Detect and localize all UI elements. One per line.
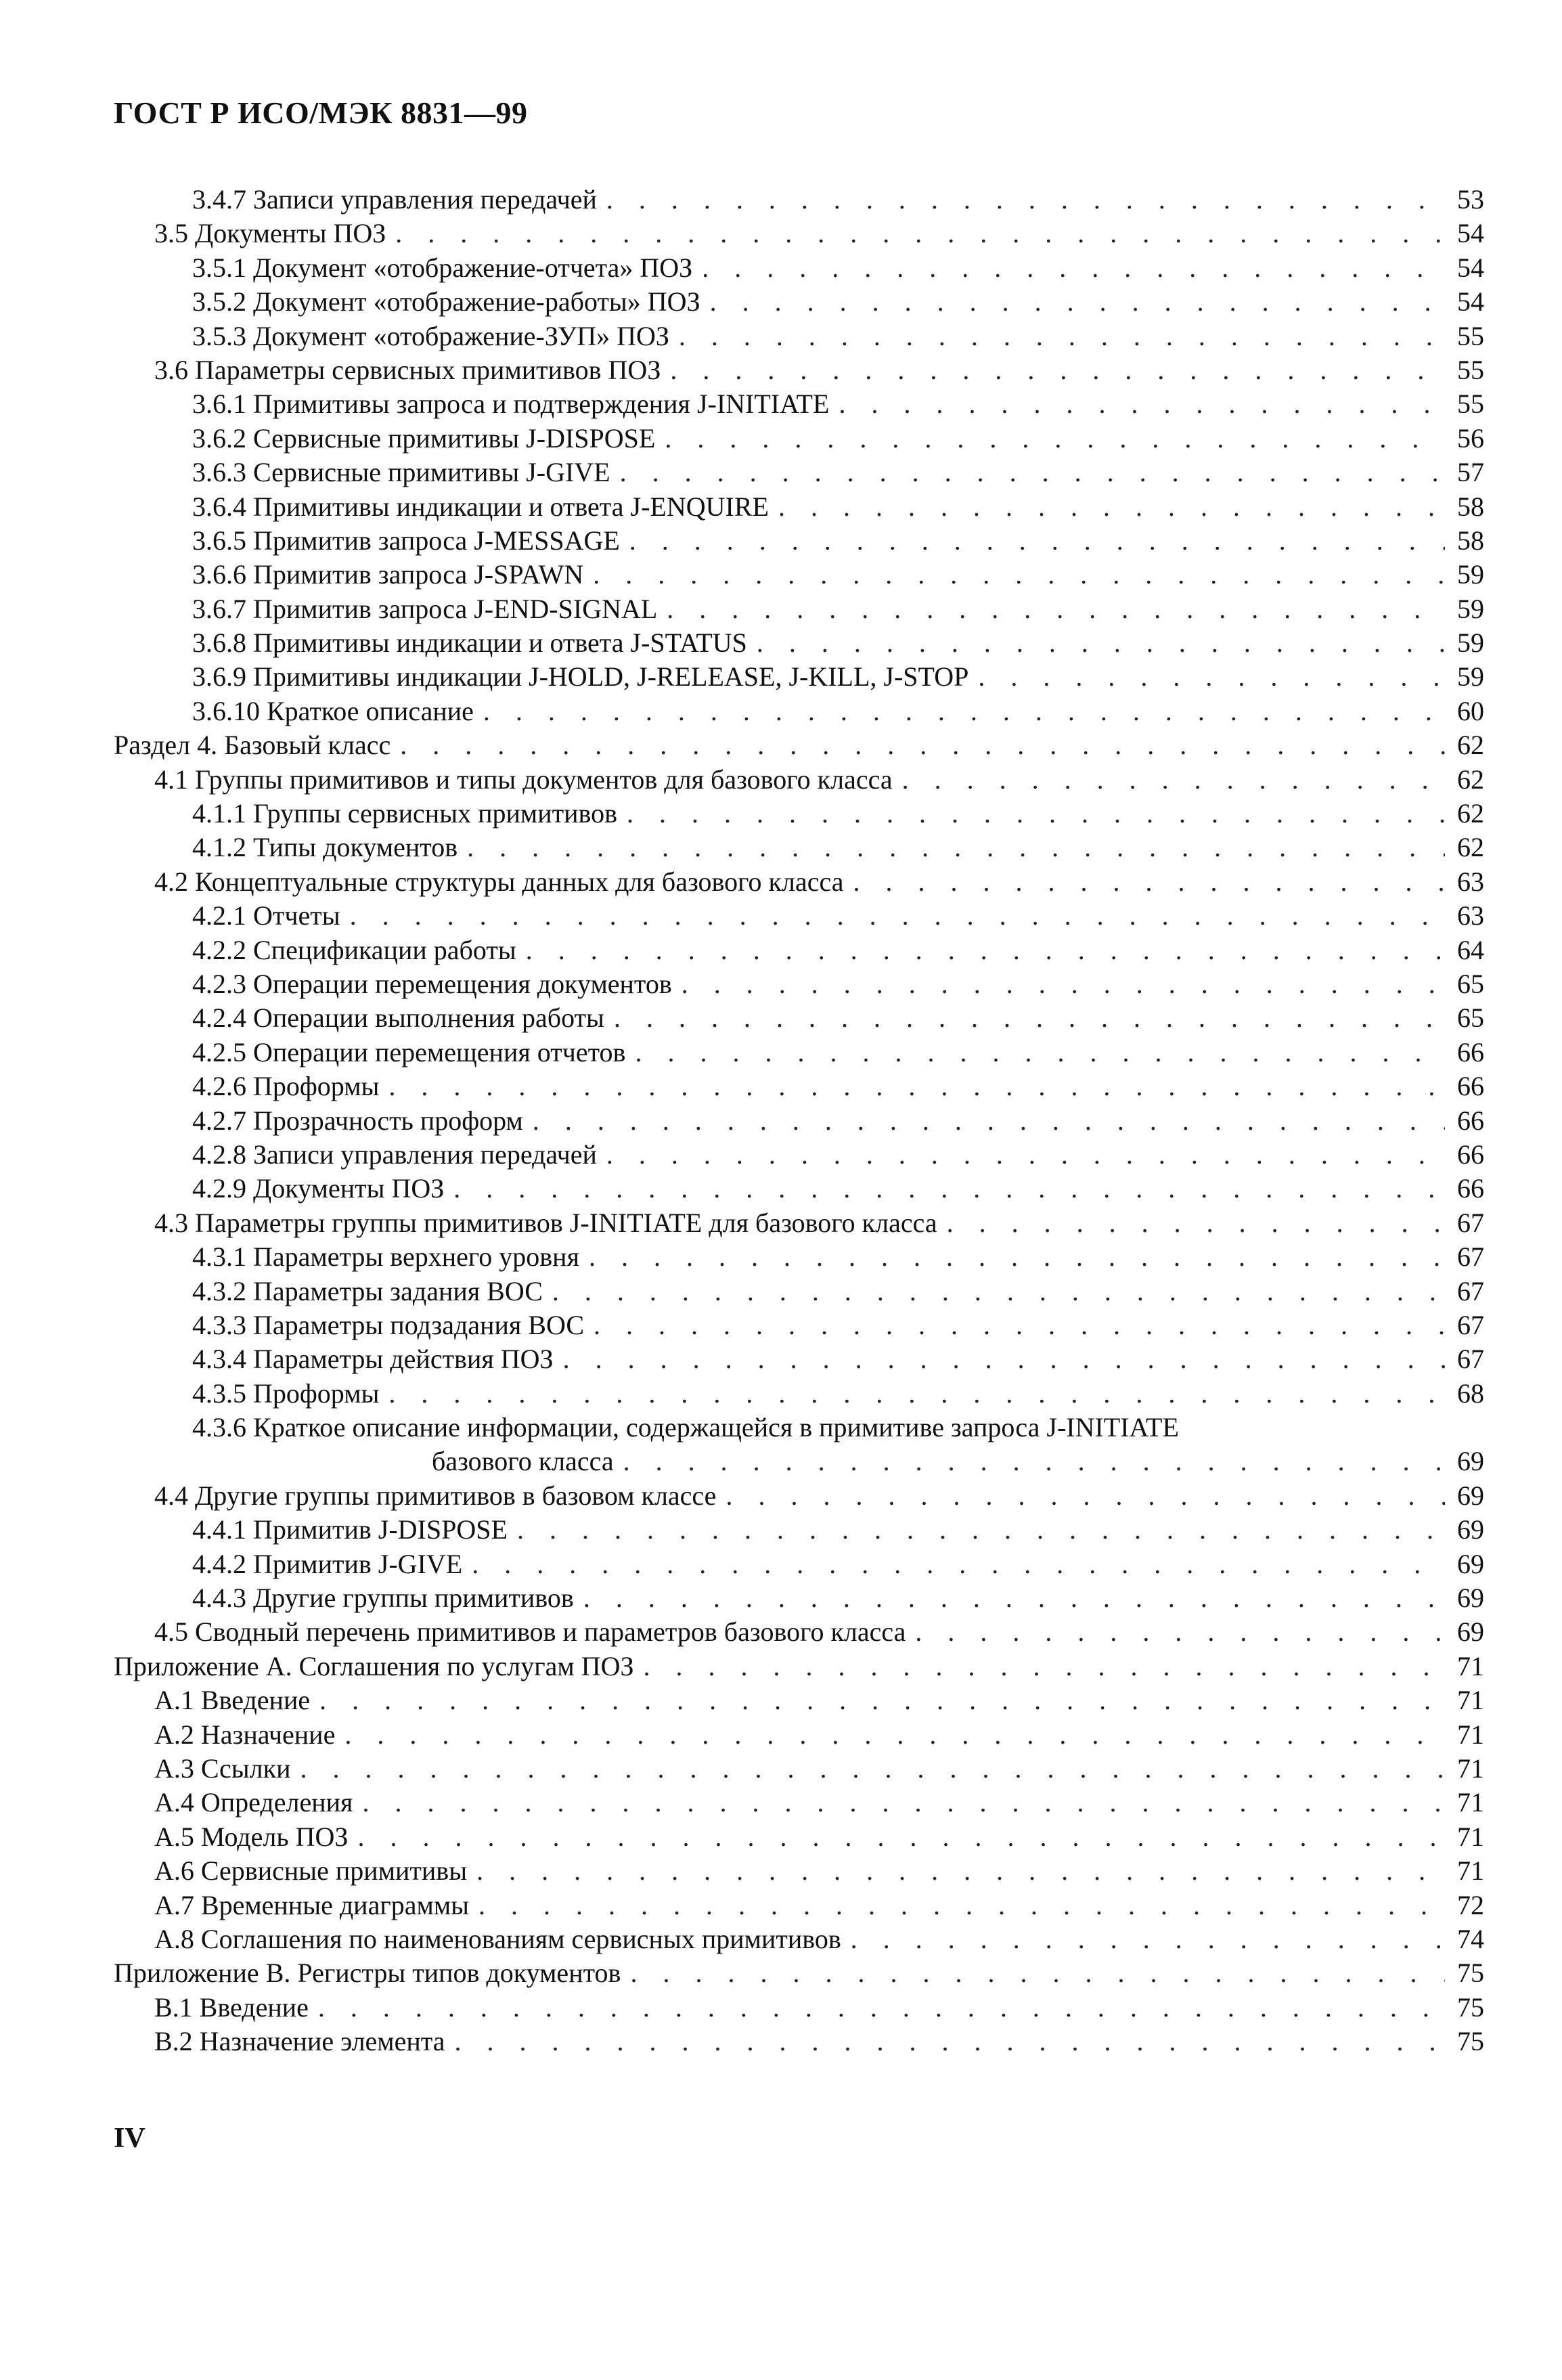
dot-leader (388, 1070, 1445, 1103)
toc-entry-page: 63 (1457, 866, 1484, 897)
toc-entry (114, 728, 1484, 762)
dot-leader (300, 1752, 1445, 1786)
dot-leader (644, 1650, 1445, 1683)
toc-entry-page: 68 (1457, 1378, 1484, 1409)
toc-entry-title: 4.1.1 Группы сервисных примитивов (192, 798, 618, 829)
toc-entry-page: 59 (1457, 593, 1484, 624)
toc-entry-page: 58 (1457, 491, 1484, 522)
toc-entry-title: базового класса (432, 1446, 614, 1477)
dot-leader (627, 797, 1445, 831)
toc-entry (114, 1547, 1484, 1581)
toc-entry-title: 3.6.2 Сервисные примитивы J-DISPOSE (192, 422, 656, 454)
toc-entry-title: А.4 Определения (154, 1787, 353, 1818)
toc-entry-title: 4.3.3 Параметры подзадания ВОС (192, 1309, 585, 1340)
dot-leader (623, 1445, 1445, 1478)
toc-entry-title: 4.2.1 Отчеты (192, 900, 340, 931)
dot-leader (915, 1615, 1445, 1649)
toc-entry (114, 1001, 1484, 1035)
toc-entry-title: Приложение В. Регистры типов документов (114, 1958, 621, 1989)
toc-entry (114, 217, 1484, 250)
toc-entry-page: 57 (1457, 457, 1484, 488)
toc-entry-title: 3.6.3 Сервисные примитивы J-GIVE (192, 457, 610, 488)
toc-entry-title: 4.2.5 Операции перемещения отчетов (192, 1036, 626, 1067)
toc-entry-title: 4.3 Параметры группы примитивов J-INITIATE для базового класса (154, 1207, 937, 1238)
toc-entry (114, 1479, 1484, 1513)
toc-entry-title: 3.5.1 Документ «отображение-отчета» ПОЗ (192, 252, 693, 283)
toc-entry-title: А.8 Соглашения по наименованиям сервисных примитивов (154, 1923, 841, 1954)
toc-entry-page: 72 (1457, 1889, 1484, 1920)
toc-entry-page: 54 (1457, 252, 1484, 283)
dot-leader (318, 1991, 1445, 2025)
toc-entry-title: 4.3.1 Параметры верхнего уровня (192, 1241, 579, 1273)
toc-entry-page: 66 (1457, 1036, 1484, 1067)
toc-entry (114, 763, 1484, 797)
toc-entry (114, 1172, 1484, 1206)
toc-entry (114, 1138, 1484, 1172)
toc-entry-page: 65 (1457, 1002, 1484, 1034)
toc-entry-title: В.1 Введение (154, 1991, 309, 2023)
toc-entry-page: 53 (1457, 184, 1484, 215)
toc-entry (114, 1889, 1484, 1922)
dot-leader (563, 1342, 1445, 1376)
dot-leader (533, 1104, 1445, 1138)
toc-entry-page: 75 (1457, 1958, 1484, 1989)
toc-entry-page: 66 (1457, 1105, 1484, 1136)
toc-entry (114, 524, 1484, 558)
toc-entry-title: 4.3.5 Проформы (192, 1378, 380, 1409)
toc-entry (114, 1786, 1484, 1820)
toc-entry-title: 4.2.4 Операции выполнения работы (192, 1002, 604, 1034)
toc-entry (114, 1820, 1484, 1854)
document-header: ГОСТ Р ИСО/МЭК 8831—99 (114, 95, 528, 130)
dot-leader (552, 1275, 1445, 1308)
toc-entry-page: 67 (1457, 1309, 1484, 1340)
toc-entry-title: А.5 Модель ПОЗ (154, 1821, 349, 1852)
toc-entry (114, 456, 1484, 489)
toc-entry (114, 319, 1484, 353)
toc-entry (114, 387, 1484, 421)
dot-leader (483, 695, 1445, 728)
dot-leader (902, 763, 1445, 797)
toc-entry (114, 797, 1484, 831)
toc-entry (114, 1104, 1484, 1138)
toc-entry-title: А.7 Временные диаграммы (154, 1889, 469, 1920)
dot-leader (593, 558, 1445, 592)
dot-leader (839, 387, 1445, 421)
toc-entry-title: 4.4 Другие группы примитивов в базовом классе (154, 1480, 717, 1511)
toc-entry-title: 3.6.4 Примитивы индикации и ответа J-ENQUIRE (192, 491, 769, 522)
dot-leader (620, 456, 1445, 489)
toc-entry-title: 4.3.2 Параметры задания ВОС (192, 1275, 543, 1306)
toc-entry-page: 71 (1457, 1821, 1484, 1852)
dot-leader (362, 1786, 1445, 1820)
toc-entry-page: 67 (1457, 1275, 1484, 1306)
toc-entry-page: 67 (1457, 1241, 1484, 1273)
dot-leader (526, 933, 1445, 967)
dot-leader (606, 183, 1445, 217)
dot-leader (589, 1240, 1445, 1274)
dot-leader (478, 1889, 1445, 1922)
toc-entry-title: 4.2.9 Документы ПОЗ (192, 1173, 445, 1204)
toc-entry-title: 4.2.8 Записи управления передачей (192, 1139, 597, 1170)
toc-entry-title: 3.5 Документы ПОЗ (154, 218, 386, 249)
toc-entry-page: 54 (1457, 218, 1484, 249)
toc-entry-page: 74 (1457, 1923, 1484, 1954)
toc-entry-page: 66 (1457, 1071, 1484, 1102)
toc-entry (114, 1513, 1484, 1547)
dot-leader (679, 319, 1445, 353)
toc-entry (114, 1581, 1484, 1615)
toc-entry-page: 58 (1457, 525, 1484, 556)
toc-entry-title: 3.6.9 Примитивы индикации J-HOLD, J-RELEASE, J-KILL, J-STOP (192, 661, 969, 692)
toc-entry-page: 62 (1457, 764, 1484, 795)
page-number-footer: IV (114, 2123, 146, 2154)
toc-entry (114, 1718, 1484, 1752)
toc-entry (114, 353, 1484, 387)
dot-leader (400, 728, 1445, 762)
toc-entry (114, 1308, 1484, 1342)
toc-entry-title: 3.6.1 Примитивы запроса и подтверждения J-INITIATE (192, 389, 830, 420)
dot-leader (853, 865, 1445, 899)
toc-entry-page: 59 (1457, 559, 1484, 590)
toc-entry-title: Раздел 4. Базовый класс (114, 730, 391, 761)
toc-entry-title: 4.4.3 Другие группы примитивов (192, 1583, 574, 1614)
toc-entry (114, 558, 1484, 592)
dot-leader (350, 899, 1445, 933)
toc-entry-title: 4.2 Концептуальные структуры данных для базового класса (154, 866, 844, 897)
toc-entry (114, 1070, 1484, 1103)
toc-entry-title: А.6 Сервисные примитивы (154, 1855, 468, 1887)
toc-entry (114, 490, 1484, 524)
dot-leader (851, 1922, 1445, 1956)
toc-entry-title: 3.6 Параметры сервисных примитивов ПОЗ (154, 354, 661, 385)
toc-entry (114, 183, 1484, 217)
toc-entry-page: 69 (1457, 1548, 1484, 1579)
toc-entry-title: 3.6.7 Примитив запроса J-END-SIGNAL (192, 593, 658, 624)
toc-entry-page: 69 (1457, 1480, 1484, 1511)
toc-entry-title: 4.4.2 Примитив J-GIVE (192, 1548, 463, 1579)
dot-leader (594, 1308, 1445, 1342)
dot-leader (778, 490, 1445, 524)
toc-entry-title: 3.6.6 Примитив запроса J-SPAWN (192, 559, 584, 590)
toc-entry (114, 899, 1484, 933)
toc-entry (114, 1342, 1484, 1376)
toc-entry-page: 71 (1457, 1650, 1484, 1681)
toc-entry-page: 63 (1457, 900, 1484, 931)
toc-entry-page: 54 (1457, 286, 1484, 317)
toc-entry-title: А.1 Введение (154, 1685, 311, 1716)
dot-leader (454, 2025, 1445, 2058)
toc-entry (114, 1922, 1484, 1956)
dot-leader (453, 1172, 1445, 1206)
toc-entry-page: 65 (1457, 968, 1484, 999)
toc-entry (114, 422, 1484, 456)
dot-leader (614, 1001, 1445, 1035)
dot-leader (757, 626, 1445, 660)
toc-entry-title: 4.2.3 Операции перемещения документов (192, 968, 672, 999)
toc-entry (114, 1445, 1484, 1478)
dot-leader (710, 285, 1445, 319)
dot-leader (344, 1718, 1445, 1752)
toc-entry (114, 1650, 1484, 1683)
toc-entry-title: 4.5 Сводный перечень примитивов и параметров базового класса (154, 1616, 906, 1648)
toc-entry-page: 55 (1457, 354, 1484, 385)
toc-entry-page: 69 (1457, 1616, 1484, 1648)
toc-entry-page: 66 (1457, 1173, 1484, 1204)
toc-entry (114, 251, 1484, 285)
dot-leader (682, 967, 1445, 1001)
toc-entry-title: А.2 Назначение (154, 1719, 336, 1750)
toc-entry-title: 3.4.7 Записи управления передачей (192, 184, 597, 215)
dot-leader (606, 1138, 1445, 1172)
dot-leader (670, 353, 1445, 387)
toc-entry-title: 4.1 Группы примитивов и типы документов для базового класса (154, 764, 893, 795)
toc-entry-page: 62 (1457, 730, 1484, 761)
dot-leader (388, 1377, 1445, 1411)
toc-entry-title: Приложение А. Соглашения по услугам ПОЗ (114, 1650, 634, 1681)
dot-leader (395, 217, 1445, 250)
toc-entry-title: 4.4.1 Примитив J-DISPOSE (192, 1514, 508, 1545)
toc-entry-page: 67 (1457, 1344, 1484, 1375)
toc-entry-page: 55 (1457, 389, 1484, 420)
toc-entry-page: 69 (1457, 1446, 1484, 1477)
toc-entry-page: 71 (1457, 1753, 1484, 1784)
toc-entry-title: 4.2.2 Спецификации работы (192, 934, 516, 965)
toc-entry-page: 67 (1457, 1207, 1484, 1238)
toc-entry-title: А.3 Ссылки (154, 1753, 291, 1784)
toc-entry-page: 69 (1457, 1514, 1484, 1545)
dot-leader (726, 1479, 1445, 1513)
toc-entry-page: 55 (1457, 320, 1484, 351)
toc-entry (114, 1411, 1484, 1445)
toc-entry (114, 1377, 1484, 1411)
toc-entry-title: 3.6.8 Примитивы индикации и ответа J-STATUS (192, 627, 747, 659)
toc-entry (114, 1956, 1484, 1990)
toc-entry-page: 71 (1457, 1855, 1484, 1887)
toc-entry (114, 2025, 1484, 2058)
toc-entry (114, 1240, 1484, 1274)
toc-entry (114, 1991, 1484, 2025)
toc-entry-title: 4.3.6 Краткое описание информации, содержащейся в примитиве запроса J-INITIATE (192, 1412, 1179, 1443)
dot-leader (665, 422, 1445, 456)
toc-entry-title: 4.1.2 Типы документов (192, 832, 458, 863)
toc-entry-title: 4.3.4 Параметры действия ПОЗ (192, 1344, 554, 1375)
toc-entry (114, 1036, 1484, 1070)
dot-leader (319, 1683, 1445, 1717)
toc-entry-page: 62 (1457, 798, 1484, 829)
toc-entry-page: 64 (1457, 934, 1484, 965)
toc-entry (114, 592, 1484, 626)
toc-entry-page: 75 (1457, 2026, 1484, 2057)
dot-leader (630, 1956, 1445, 1990)
toc-entry (114, 865, 1484, 899)
toc-entry (114, 1275, 1484, 1308)
toc-entry (114, 1206, 1484, 1240)
dot-leader (947, 1206, 1445, 1240)
toc-entry-title: 4.2.6 Проформы (192, 1071, 380, 1102)
dot-leader (476, 1854, 1445, 1888)
dot-leader (583, 1581, 1445, 1615)
toc-entry-title: 3.5.2 Документ «отображение-работы» ПОЗ (192, 286, 700, 317)
toc-entry (114, 285, 1484, 319)
toc-entry-title: 3.6.10 Краткое описание (192, 695, 474, 726)
dot-leader (472, 1547, 1445, 1581)
toc-entry-page: 56 (1457, 422, 1484, 454)
toc-entry (114, 695, 1484, 728)
dot-leader (978, 660, 1445, 694)
toc-entry-page: 71 (1457, 1787, 1484, 1818)
toc-entry-title: В.2 Назначение элемента (154, 2026, 445, 2057)
dot-leader (467, 831, 1445, 864)
toc-entry (114, 1752, 1484, 1786)
toc-entry-title: 3.5.3 Документ «отображение-ЗУП» ПОЗ (192, 320, 669, 351)
dot-leader (702, 251, 1445, 285)
dot-leader (629, 524, 1445, 558)
toc-entry-page: 71 (1457, 1685, 1484, 1716)
toc-entry-page: 60 (1457, 695, 1484, 726)
toc-entry-page: 71 (1457, 1719, 1484, 1750)
toc-entry (114, 660, 1484, 694)
toc-entry-title: 4.2.7 Прозрачность проформ (192, 1105, 523, 1136)
toc-entry (114, 967, 1484, 1001)
dot-leader (635, 1036, 1445, 1070)
dot-leader (667, 592, 1445, 626)
dot-leader (517, 1513, 1445, 1547)
toc-entry-page: 59 (1457, 627, 1484, 659)
toc-entry-title: 3.6.5 Примитив запроса J-MESSAGE (192, 525, 620, 556)
toc-entry (114, 933, 1484, 967)
toc-entry (114, 1615, 1484, 1649)
toc-entry-page: 62 (1457, 832, 1484, 863)
toc-entry (114, 626, 1484, 660)
toc-entry (114, 1854, 1484, 1888)
dot-leader (357, 1820, 1445, 1854)
toc-entry-page: 75 (1457, 1991, 1484, 2023)
toc-entry-page: 69 (1457, 1583, 1484, 1614)
toc-entry (114, 1683, 1484, 1717)
toc-entry (114, 831, 1484, 864)
table-of-contents (114, 183, 1484, 2058)
toc-entry-page: 59 (1457, 661, 1484, 692)
toc-entry-page: 66 (1457, 1139, 1484, 1170)
